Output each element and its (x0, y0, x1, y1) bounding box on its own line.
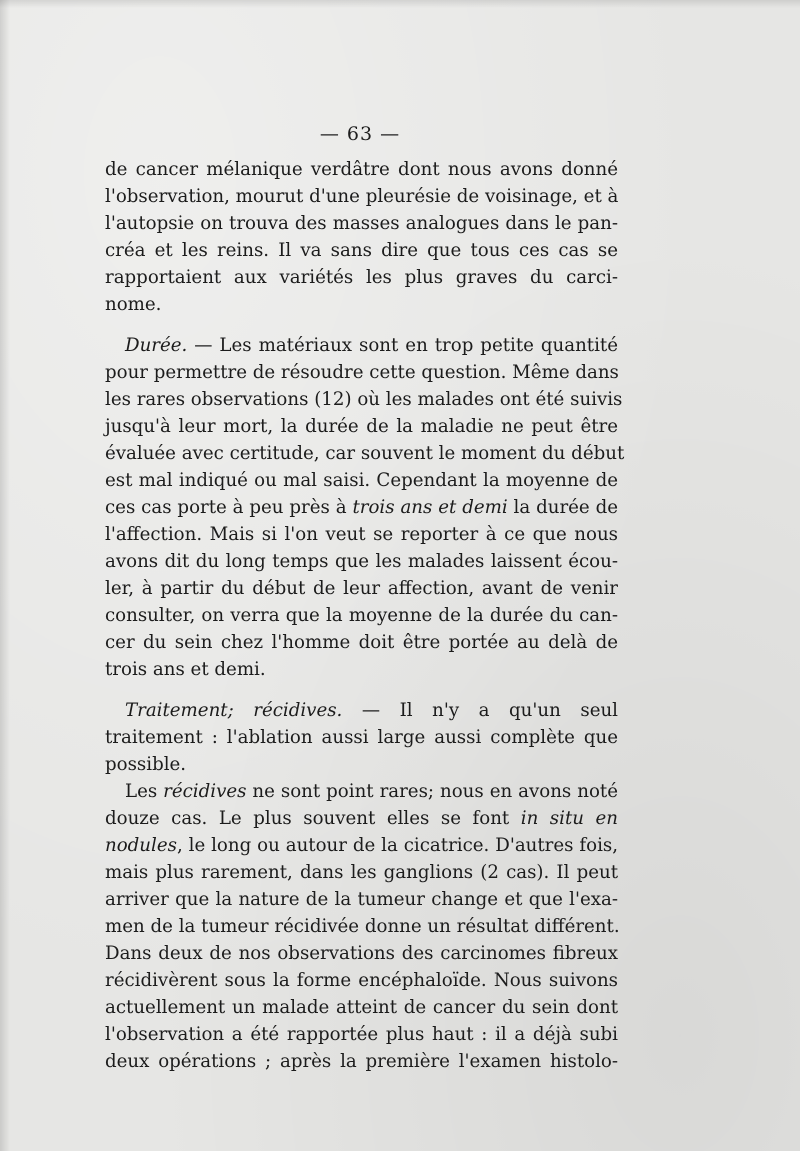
text-line: deux opérations ; après la première l'examen histolo- (105, 1051, 618, 1072)
text-line: l'observation, mourut d'une pleurésie de voisinage, et à (105, 186, 619, 207)
paragraph-recidives (105, 778, 618, 1075)
text-line: actuellement un malade atteint de cancer du sein dont (105, 997, 618, 1018)
text-line: possible. (105, 754, 187, 775)
section-heading-duree: Durée. (125, 335, 188, 356)
emphasis-in-situ: in situ en (520, 808, 618, 829)
text-line: créa et les reins. Il va sans dire que tous ces cas se (105, 240, 618, 261)
section-heading-traitement: Traitement; récidives. (125, 700, 343, 721)
text-line: men de la tumeur récidivée donne un résultat différent. (105, 916, 620, 937)
text-line: mais plus rarement, dans les ganglions (2 cas). Il peut (105, 862, 618, 883)
text-line: évaluée avec certitude, car souvent le moment du début (105, 443, 625, 464)
text-line: avons dit du long temps que les malades laissent écou- (105, 551, 618, 572)
text-line: traitement : l'ablation aussi large aussi complète que (105, 727, 618, 748)
paragraph-duree (105, 332, 625, 683)
page-shadow-left (0, 0, 10, 1151)
text-line: rapportaient aux variétés les plus graves du carci- (105, 267, 618, 288)
text-line: trois ans et demi. (105, 659, 266, 680)
text-line (105, 332, 618, 359)
text-line (105, 697, 618, 724)
paragraph-gap (105, 683, 618, 697)
text-line: est mal indiqué ou mal saisi. Cependant la moyenne de (105, 470, 618, 491)
text-line: de cancer mélanique verdâtre dont nous avons donné (105, 159, 618, 180)
text-line (105, 778, 618, 805)
paragraph-traitement (105, 697, 618, 778)
text-run: douze cas. Le plus souvent elles se font (105, 808, 521, 829)
text-line: l'autopsie on trouva des masses analogues dans le pan- (105, 213, 618, 234)
text-line: cer du sein chez l'homme doit être portée au delà de (105, 632, 618, 653)
text-run: — Les matériaux sont en trop petite quantité (187, 335, 618, 356)
text-line (105, 805, 618, 832)
emphasis-recidives: récidives (163, 781, 247, 802)
text-line: l'observation a été rapportée plus haut : il a déjà subi (105, 1024, 618, 1045)
page-number: — 63 — (319, 123, 401, 145)
text-line: Dans deux de nos observations des carcinomes fibreux (105, 943, 618, 964)
text-line: jusqu'à leur mort, la durée de la maladie ne peut être (105, 416, 618, 437)
text-line (105, 832, 618, 859)
page-shadow-top (0, 0, 800, 8)
text-run: ces cas porte à peu près à (105, 497, 353, 518)
text-line: les rares observations (12) où les malades ont été suivis (105, 389, 623, 410)
text-run: ne sont point rares; nous en avons noté (246, 781, 618, 802)
paragraph-gap (105, 318, 618, 332)
text-line: pour permettre de résoudre cette question. Même dans (105, 362, 619, 383)
text-line: l'affection. Mais si l'on veut se reporter à ce que nous (105, 524, 618, 545)
text-line: nome. (105, 294, 162, 315)
text-line: arriver que la nature de la tumeur change et que l'exa- (105, 889, 618, 910)
text-line: consulter, on verra que la moyenne de la durée du can- (105, 605, 618, 626)
text-run: — Il n'y a qu'un seul (342, 700, 618, 721)
body-text (105, 156, 625, 1075)
emphasis-trois-ans: trois ans et demi (352, 497, 508, 518)
emphasis-nodules: nodules (105, 835, 177, 856)
text-line (105, 494, 618, 521)
paragraph-cancer-melanique (105, 156, 618, 318)
text-run: Les (125, 781, 164, 802)
text-run: la durée de (507, 497, 618, 518)
text-line: récidivèrent sous la forme encéphaloïde. Nous suivons (105, 970, 618, 991)
text-line: ler, à partir du début de leur affection, avant de venir (105, 578, 618, 599)
text-run: , le long ou autour de la cicatrice. D'autres fois, (176, 835, 618, 856)
